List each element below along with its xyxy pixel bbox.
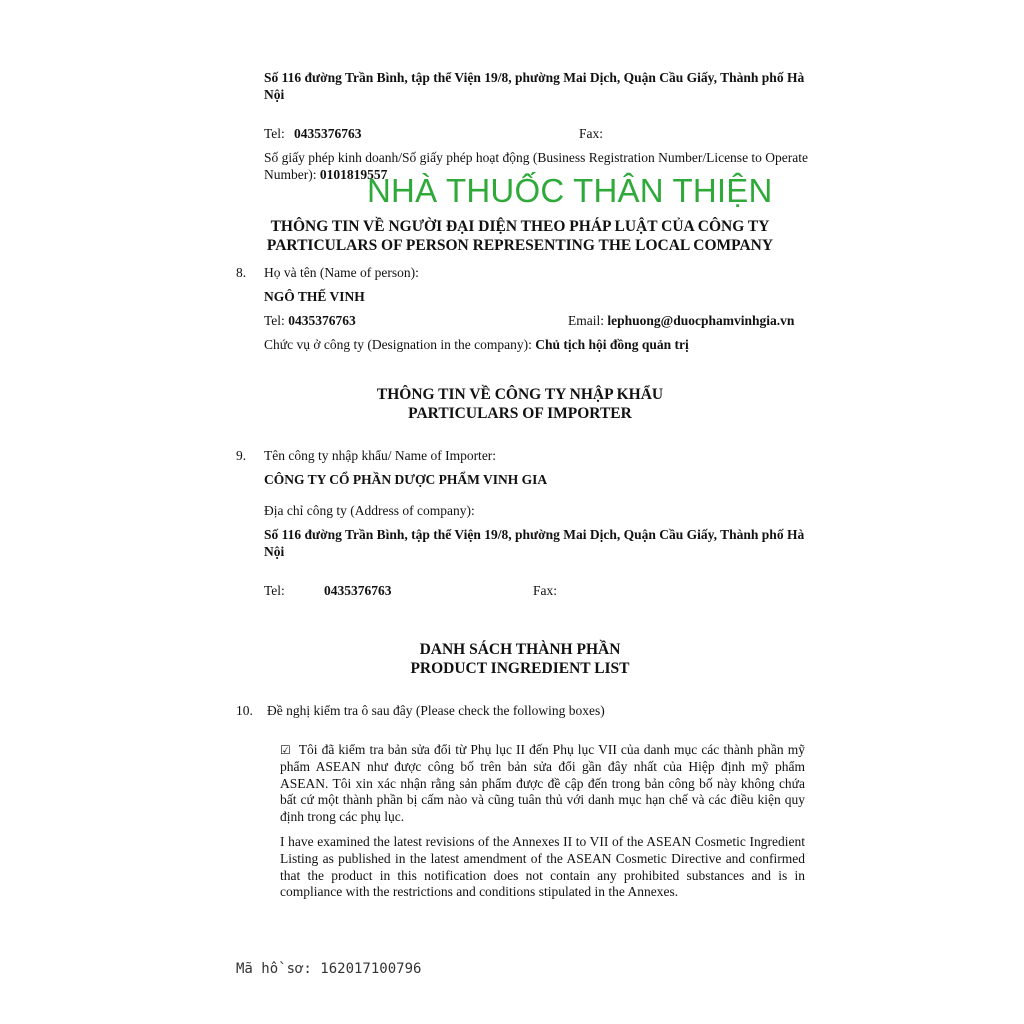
importer-address-value: Số 116 đường Trần Bình, tập thể Viện 19/8, phường Mai Dịch, Quận Cầu Giấy, Thành phố Hà Nội [264,527,805,559]
representative-heading-vi: THÔNG TIN VỀ NGƯỜI ĐẠI DIỆN THEO PHÁP LUẬT CỦA CÔNG TY [270,218,770,235]
importer-heading-en: PARTICULARS OF IMPORTER [408,405,632,422]
rep-designation [264,336,689,353]
record-code: Mã hồ sơ: 162017100796 [236,961,422,977]
watermark-text: NHÀ THUỐC THÂN THIỆN [367,172,773,209]
importer-fax-label: Fax: [533,583,558,598]
license-value: 0101819557 [319,167,388,182]
declaration-vi [280,742,805,826]
section-number-10: 10. [236,703,253,718]
section-number-9: 9. [236,448,247,463]
check-instruction: Đề nghị kiểm tra ô sau đây (Please check the following boxes) [267,703,605,718]
ingredients-heading-vi: DANH SÁCH THÀNH PHẦN [419,641,621,658]
license-label: Số giấy phép kinh doanh/Số giấy phép hoạt động (Business Registration Number/License to Operate Number): [264,150,809,182]
declaration-vi-text: Tôi đã kiểm tra bản sửa đổi từ Phụ lục II đến Phụ lục VII của danh mục các thành phần mỹ phẩm ASEAN như được công bố trên bản sửa đổi gần đây nhất của Hiệp định mỹ phẩm ASEAN. Tôi xin xác nhận rằng sản phẩm được đề cập đến trong bản công bố này không chứa bất cứ một thành phần bị cấm nào và cũng tuân thủ với danh mục hạn chế và các điều kiện quy định trong các phụ lục. [280,742,805,825]
rep-designation-value: Chủ tịch hội đồng quản trị [535,337,689,352]
rep-designation-label: Chức vụ ở công ty (Designation in the company): [264,337,532,352]
rep-email-label: Email: [568,313,604,328]
importer-tel-value: 0435376763 [324,583,392,598]
tel-value: 0435376763 [294,126,362,141]
person-name-value: NGÔ THẾ VINH [264,289,365,304]
declaration-en: I have examined the latest revisions of the Annexes II to VII of the ASEAN Cosmetic Ingredient Listing as published in the latest amendment of the ASEAN Cosmetic Directive and confirmed that the product in this notification does not contain any prohibited substances and is in compliance with the restrictions and conditions stipulated in the Annexes. [280,834,805,900]
importer-tel-label: Tel: [264,583,285,598]
section-number-8: 8. [236,265,247,280]
fax-label: Fax: [579,126,604,141]
checkbox-checked-icon[interactable]: ☑ [280,743,291,757]
rep-email-value: lephuong@duocphamvinhgia.vn [607,313,795,328]
rep-tel [264,312,356,329]
tel-label: Tel: [264,126,285,141]
person-name-label: Họ và tên (Name of person): [264,265,419,280]
rep-email [568,312,794,329]
company-address: Số 116 đường Trần Bình, tập thể Viện 19/8, phường Mai Dịch, Quận Cầu Giấy, Thành phố Hà Nội [264,70,805,102]
importer-heading-vi: THÔNG TIN VỀ CÔNG TY NHẬP KHẨU [376,386,664,403]
rep-tel-label: Tel: [264,313,285,328]
importer-name-label: Tên công ty nhập khẩu/ Name of Importer: [264,448,497,463]
importer-name-value: CÔNG TY CỔ PHẦN DƯỢC PHẨM VINH GIA [264,472,548,487]
rep-tel-value: 0435376763 [288,313,356,328]
ingredients-heading-en: PRODUCT INGREDIENT LIST [410,660,630,677]
importer-address-label: Địa chỉ công ty (Address of company): [264,503,475,518]
representative-heading-en: PARTICULARS OF PERSON REPRESENTING THE LOCAL COMPANY [266,237,774,254]
